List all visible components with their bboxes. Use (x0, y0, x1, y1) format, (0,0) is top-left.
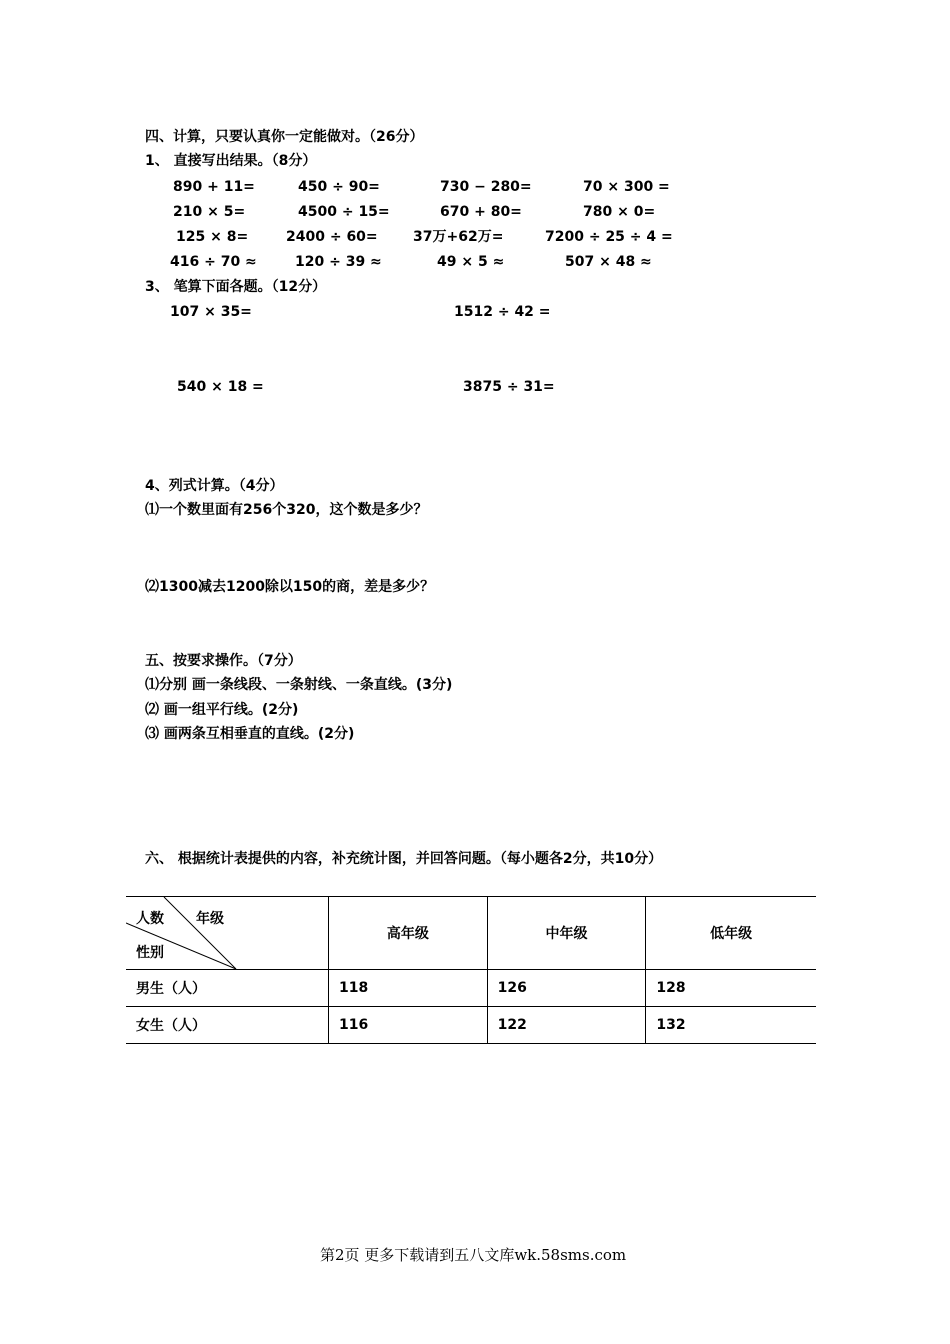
column-header-junior: 低年级 (646, 897, 816, 970)
corner-label-gender: 性别 (136, 945, 164, 961)
cell-boys-junior: 128 (646, 970, 816, 1007)
corner-label-count: 人数 (136, 911, 164, 927)
calc-3-4: 7200 ÷ 25 ÷ 4 = (545, 229, 673, 245)
calc-2-3: 670 + 80= (440, 204, 522, 220)
cell-boys-middle: 126 (487, 970, 646, 1007)
section5-title: 五、按要求操作。（7分） (145, 653, 302, 669)
calc-3-1: 125 × 8= (176, 229, 249, 245)
calc-1-3: 730 − 280= (440, 179, 532, 195)
written-calc-2: 1512 ÷ 42 = (454, 304, 551, 320)
calc-2-4: 780 × 0= (583, 204, 656, 220)
written-calc-1: 107 × 35= (170, 304, 252, 320)
calc-4-1: 416 ÷ 70 ≈ (170, 254, 257, 270)
written-calc-3: 540 × 18 = (177, 379, 264, 395)
column-header-middle: 中年级 (487, 897, 646, 970)
calc-1-1: 890 + 11= (173, 179, 255, 195)
calc-4-2: 120 ÷ 39 ≈ (295, 254, 382, 270)
section5-item-3: ⑶ 画两条互相垂直的直线。(2分) (145, 726, 355, 742)
corner-label-grade: 年级 (196, 911, 224, 927)
row-label-girls: 女生（人） (126, 1007, 329, 1044)
row-label-boys: 男生（人） (126, 970, 329, 1007)
q3-title: 3、 笔算下面各题。（12分） (145, 279, 327, 295)
table-row-boys (126, 970, 816, 1007)
section4-title: 四、计算，只要认真你一定能做对。（26分） (145, 129, 424, 145)
cell-boys-senior: 118 (329, 970, 488, 1007)
calc-3-3: 37万+62万= (413, 229, 504, 245)
table-header-row (126, 897, 816, 970)
calc-3-2: 2400 ÷ 60= (286, 229, 378, 245)
written-calc-4: 3875 ÷ 31= (463, 379, 555, 395)
calc-4-4: 507 × 48 ≈ (565, 254, 652, 270)
page-footer: 第2页 更多下载请到五八文库wk.58sms.com (320, 1246, 627, 1264)
q4-item-2: ⑵1300减去1200除以150的商，差是多少？ (145, 579, 435, 595)
table-corner-cell (126, 897, 329, 970)
cell-girls-senior: 116 (329, 1007, 488, 1044)
calc-2-1: 210 × 5= (173, 204, 246, 220)
section5-item-2: ⑵ 画一组平行线。(2分) (145, 702, 299, 718)
calc-1-4: 70 × 300 = (583, 179, 670, 195)
q4-title: 4、列式计算。（4分） (145, 478, 284, 494)
column-header-senior: 高年级 (329, 897, 488, 970)
cell-girls-junior: 132 (646, 1007, 816, 1044)
q1-title: 1、 直接写出结果。（8分） (145, 153, 317, 169)
section6-title: 六、 根据统计表提供的内容，补充统计图，并回答问题。（每小题各2分，共10分） (145, 851, 663, 867)
cell-girls-middle: 122 (487, 1007, 646, 1044)
section5-item-1: ⑴分别 画一条线段、一条射线、一条直线。(3分) (145, 677, 453, 693)
calc-4-3: 49 × 5 ≈ (437, 254, 505, 270)
calc-2-2: 4500 ÷ 15= (298, 204, 390, 220)
calc-1-2: 450 ÷ 90= (298, 179, 380, 195)
stats-table (126, 896, 816, 1044)
q4-item-1: ⑴一个数里面有256个320，这个数是多少？ (145, 502, 428, 518)
table-row-girls (126, 1007, 816, 1044)
